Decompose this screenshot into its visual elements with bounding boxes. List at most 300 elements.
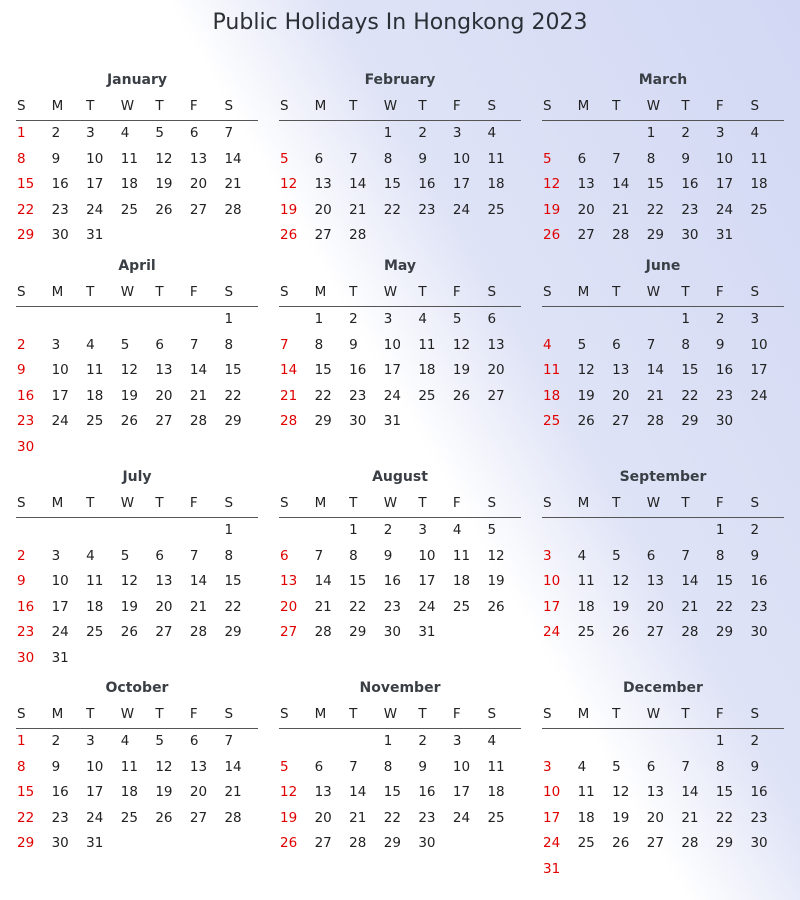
week-row [16,646,258,672]
day-cell: 11 [120,150,138,167]
day-cell: 7 [681,547,690,564]
day-cell: 2 [715,311,725,327]
sunday-day-cell: 28 [280,413,298,429]
day-cell: 26 [577,413,595,429]
month-name: May [383,258,417,274]
day-cell: 9 [418,150,427,167]
sunday-day-cell: 1 [17,125,26,141]
sunday-day-cell: 5 [280,150,289,167]
week-row [279,831,521,857]
weekday-label: F [189,284,198,300]
empty-day-cell [85,646,120,672]
empty-day-cell [154,307,189,333]
day-cell: 11 [86,362,104,378]
day-cell: 8 [383,758,393,775]
day-cell: 18 [452,573,471,589]
day-cell: 2 [750,522,760,538]
day-cell: 2 [418,125,427,141]
day-cell: 8 [715,547,725,564]
day-cell: 6 [646,758,656,775]
week-row [16,518,258,544]
weekday-label: F [452,284,461,300]
sunday-day-cell: 13 [280,573,298,589]
empty-day-cell [120,646,155,672]
weekday-label: F [715,284,724,300]
week-row [542,595,784,621]
day-cell: 14 [224,758,242,775]
month-august [279,464,521,646]
month-october [16,675,258,857]
day-cell: 10 [418,547,436,564]
day-cell: 16 [681,176,699,192]
sunday-day-cell: 23 [17,413,35,429]
weekday-label: W [646,706,661,722]
weekday-label: T [86,284,95,300]
day-cell: 27 [155,624,173,640]
week-row [16,569,258,595]
day-cell: 20 [646,809,664,826]
empty-day-cell [16,518,51,544]
week-row [542,806,784,832]
day-cell: 5 [155,733,164,749]
weekday-label: S [224,98,234,114]
weekday-label: T [155,284,164,300]
month-june [542,253,784,435]
day-cell: 29 [314,413,332,429]
sunday-day-cell: 26 [280,835,298,851]
week-row [542,223,784,249]
day-cell: 31 [383,413,401,429]
month-days [542,121,784,249]
day-cell: 23 [51,809,69,826]
day-cell: 18 [577,598,595,615]
week-row [542,857,784,883]
sunday-day-cell: 26 [543,227,561,243]
sunday-day-cell: 3 [543,758,552,775]
day-cell: 25 [750,201,768,218]
day-cell: 22 [314,387,332,404]
day-cell: 27 [314,227,332,243]
sunday-day-cell: 7 [280,336,289,353]
empty-day-cell [646,518,681,544]
month-january [16,67,258,249]
week-row [279,198,521,224]
empty-day-cell [120,435,155,461]
day-cell: 8 [314,336,324,353]
empty-day-cell [279,518,314,544]
sunday-day-cell: 5 [543,150,552,167]
sunday-day-cell: 19 [280,201,298,218]
empty-day-cell [154,646,189,672]
empty-day-cell [189,831,224,857]
week-row [279,595,521,621]
day-cell: 28 [612,227,630,243]
weekday-label: W [120,284,135,300]
month-days [16,307,258,460]
empty-day-cell [417,409,452,435]
day-cell: 9 [715,336,725,353]
day-cell: 24 [452,201,471,218]
month-november [279,675,521,857]
day-cell: 14 [224,150,242,167]
day-cell: 14 [646,362,664,378]
day-cell: 17 [51,387,69,404]
day-cell: 9 [681,150,690,167]
month-days [16,518,258,671]
week-row [16,755,258,781]
day-cell: 2 [51,125,61,141]
day-cell: 9 [383,547,393,564]
day-cell: 4 [120,125,130,141]
day-cell: 9 [750,547,760,564]
day-cell: 17 [750,362,768,378]
day-cell: 13 [155,573,173,589]
empty-day-cell [680,729,715,755]
day-cell: 5 [487,522,497,538]
empty-day-cell [120,831,155,857]
week-row [542,409,784,435]
day-cell: 8 [224,336,234,353]
sunday-day-cell: 22 [17,201,35,218]
empty-day-cell [646,729,681,755]
day-cell: 3 [715,125,725,141]
empty-day-cell [120,518,155,544]
week-row [279,780,521,806]
empty-day-cell [452,223,487,249]
day-cell: 10 [715,150,734,167]
week-row [16,307,258,333]
day-cell: 30 [681,227,699,243]
day-cell: 11 [86,573,104,589]
day-cell: 31 [86,835,104,851]
day-cell: 20 [577,201,595,218]
day-cell: 29 [646,227,664,243]
day-cell: 1 [715,733,725,749]
day-cell: 29 [715,624,734,640]
day-cell: 26 [612,835,630,851]
day-cell: 7 [224,125,234,141]
week-row [279,333,521,359]
day-cell: 6 [155,547,164,564]
day-cell: 1 [349,522,358,538]
day-cell: 26 [155,201,173,218]
empty-day-cell [189,435,224,461]
month-days [279,121,521,249]
week-row [279,569,521,595]
empty-day-cell [279,729,314,755]
month-days [542,518,784,646]
weekday-label: S [17,706,26,722]
day-cell: 13 [577,176,595,192]
sunday-day-cell: 27 [280,624,298,640]
weekday-label: T [681,284,690,300]
empty-day-cell [189,646,224,672]
sunday-day-cell: 25 [543,413,561,429]
day-cell: 14 [314,573,332,589]
day-cell: 12 [612,573,630,589]
day-cell: 13 [646,573,664,589]
weekday-label: T [681,706,690,722]
day-cell: 30 [51,835,69,851]
weekday-label: T [612,706,621,722]
empty-day-cell [279,121,314,147]
day-cell: 7 [189,336,199,353]
month-may [279,253,521,435]
week-row [279,620,521,646]
weekday-label: S [487,495,497,511]
sunday-day-cell: 16 [17,598,35,615]
day-cell: 5 [120,336,130,353]
week-row [16,595,258,621]
day-cell: 23 [715,387,734,404]
day-cell: 22 [383,809,401,826]
day-cell: 24 [86,809,104,826]
day-cell: 30 [383,624,401,640]
day-cell: 18 [577,809,595,826]
empty-day-cell [486,620,521,646]
day-cell: 21 [349,201,367,218]
day-cell: 4 [86,547,95,564]
day-cell: 27 [189,809,208,826]
day-cell: 5 [612,758,621,775]
week-row [542,307,784,333]
weekday-label: M [577,495,590,511]
day-cell: 8 [224,547,234,564]
day-cell: 21 [224,784,242,800]
empty-day-cell [577,307,612,333]
day-cell: 24 [418,598,436,615]
empty-day-cell [189,518,224,544]
sunday-day-cell: 22 [17,809,35,826]
day-cell: 12 [120,362,138,378]
day-cell: 18 [120,176,138,192]
weekday-label: M [577,98,590,114]
day-cell: 8 [681,336,690,353]
weekday-label: W [646,495,661,511]
week-row [542,544,784,570]
day-cell: 31 [86,227,104,243]
weekday-label: T [612,284,621,300]
day-cell: 31 [51,649,69,666]
day-cell: 15 [349,573,367,589]
day-cell: 13 [314,176,332,192]
day-cell: 22 [349,598,367,615]
week-row [542,198,784,224]
sunday-day-cell: 17 [543,598,561,615]
weekday-label: S [750,98,760,114]
sunday-day-cell: 6 [280,547,289,564]
month-name: April [118,258,156,274]
sunday-day-cell: 29 [17,227,35,243]
day-cell: 29 [224,413,242,429]
weekday-label: T [86,495,95,511]
empty-day-cell [51,435,86,461]
day-cell: 11 [452,547,471,564]
week-row [279,806,521,832]
day-cell: 6 [577,150,587,167]
day-cell: 12 [612,784,630,800]
day-cell: 7 [646,336,656,353]
weekday-label: F [189,98,198,114]
day-cell: 15 [681,362,699,378]
day-cell: 25 [487,809,505,826]
month-days [542,729,784,882]
weekday-label: W [383,284,398,300]
day-cell: 27 [487,387,505,404]
day-cell: 10 [86,758,104,775]
day-cell: 14 [681,784,699,800]
sunday-day-cell: 2 [17,547,26,564]
day-cell: 14 [349,784,367,800]
day-cell: 28 [681,835,699,851]
empty-day-cell [577,121,612,147]
day-cell: 15 [383,784,401,800]
day-cell: 13 [314,784,332,800]
sunday-day-cell: 18 [543,387,561,404]
day-cell: 15 [314,362,332,378]
day-cell: 16 [715,362,734,378]
day-cell: 3 [383,311,393,327]
day-cell: 26 [452,387,471,404]
weekday-header-row [542,279,784,307]
day-cell: 1 [646,125,656,141]
day-cell: 10 [750,336,768,353]
day-cell: 24 [715,201,734,218]
day-cell: 4 [577,547,587,564]
day-cell: 20 [314,201,332,218]
day-cell: 28 [224,809,242,826]
week-row [542,172,784,198]
day-cell: 7 [612,150,621,167]
day-cell: 4 [418,311,427,327]
empty-day-cell [542,518,577,544]
day-cell: 8 [349,547,358,564]
day-cell: 19 [452,362,471,378]
weekday-label: T [612,98,621,114]
week-row [279,223,521,249]
day-cell: 20 [189,176,208,192]
day-cell: 22 [383,201,401,218]
empty-day-cell [611,121,646,147]
empty-day-cell [154,831,189,857]
sunday-day-cell: 10 [543,784,561,800]
day-cell: 6 [646,547,656,564]
week-row [542,121,784,147]
day-cell: 19 [155,176,173,192]
day-cell: 9 [51,758,61,775]
day-cell: 25 [452,598,471,615]
day-cell: 17 [418,573,436,589]
day-cell: 9 [418,758,427,775]
weekday-label: M [314,284,327,300]
empty-day-cell [154,223,189,249]
weekday-label: S [750,284,760,300]
day-cell: 25 [120,201,138,218]
day-cell: 1 [383,733,393,749]
sunday-day-cell: 30 [17,649,35,666]
week-row [279,518,521,544]
sunday-day-cell: 4 [543,336,552,353]
day-cell: 27 [612,413,630,429]
empty-day-cell [486,223,521,249]
sunday-day-cell: 20 [280,598,298,615]
day-cell: 23 [383,598,401,615]
empty-day-cell [51,518,86,544]
weekday-label: M [577,284,590,300]
day-cell: 27 [646,835,664,851]
day-cell: 15 [715,573,734,589]
sunday-day-cell: 30 [17,438,35,455]
day-cell: 12 [120,573,138,589]
day-cell: 23 [418,201,436,218]
weekday-label: S [17,495,26,511]
day-cell: 26 [155,809,173,826]
day-cell: 6 [155,336,164,353]
weekday-label: T [612,495,621,511]
week-row [16,620,258,646]
day-cell: 19 [577,387,595,404]
week-row [542,358,784,384]
sunday-day-cell: 1 [17,733,26,749]
empty-day-cell [85,435,120,461]
weekday-label: S [543,98,552,114]
week-row [279,729,521,755]
month-december [542,675,784,882]
day-cell: 4 [577,758,587,775]
day-cell: 23 [750,809,768,826]
day-cell: 28 [314,624,332,640]
day-cell: 3 [86,125,95,141]
weekday-label: T [155,98,164,114]
day-cell: 19 [155,784,173,800]
day-cell: 6 [612,336,621,353]
weekday-label: T [86,706,95,722]
day-cell: 22 [646,201,664,218]
empty-day-cell [577,729,612,755]
day-cell: 8 [383,150,393,167]
day-cell: 31 [418,624,436,640]
week-row [279,147,521,173]
day-cell: 22 [224,387,242,404]
week-row [279,172,521,198]
empty-day-cell [577,518,612,544]
day-cell: 13 [189,758,208,775]
empty-day-cell [85,518,120,544]
day-cell: 7 [314,547,324,564]
weekday-label: T [86,98,95,114]
day-cell: 14 [349,176,367,192]
day-cell: 10 [86,150,104,167]
day-cell: 19 [612,598,630,615]
day-cell: 26 [120,413,138,429]
day-cell: 10 [51,362,69,378]
day-cell: 4 [487,125,497,141]
week-row [542,729,784,755]
week-row [16,333,258,359]
empty-day-cell [715,857,750,883]
sunday-day-cell: 12 [280,176,298,192]
weekday-label: F [452,706,461,722]
day-cell: 20 [155,598,173,615]
day-cell: 30 [349,413,367,429]
day-cell: 25 [577,624,595,640]
sunday-day-cell: 5 [280,758,289,775]
sunday-day-cell: 17 [543,809,561,826]
weekday-header-row [279,701,521,729]
day-cell: 29 [224,624,242,640]
weekday-label: M [51,495,64,511]
weekday-label: W [120,495,135,511]
